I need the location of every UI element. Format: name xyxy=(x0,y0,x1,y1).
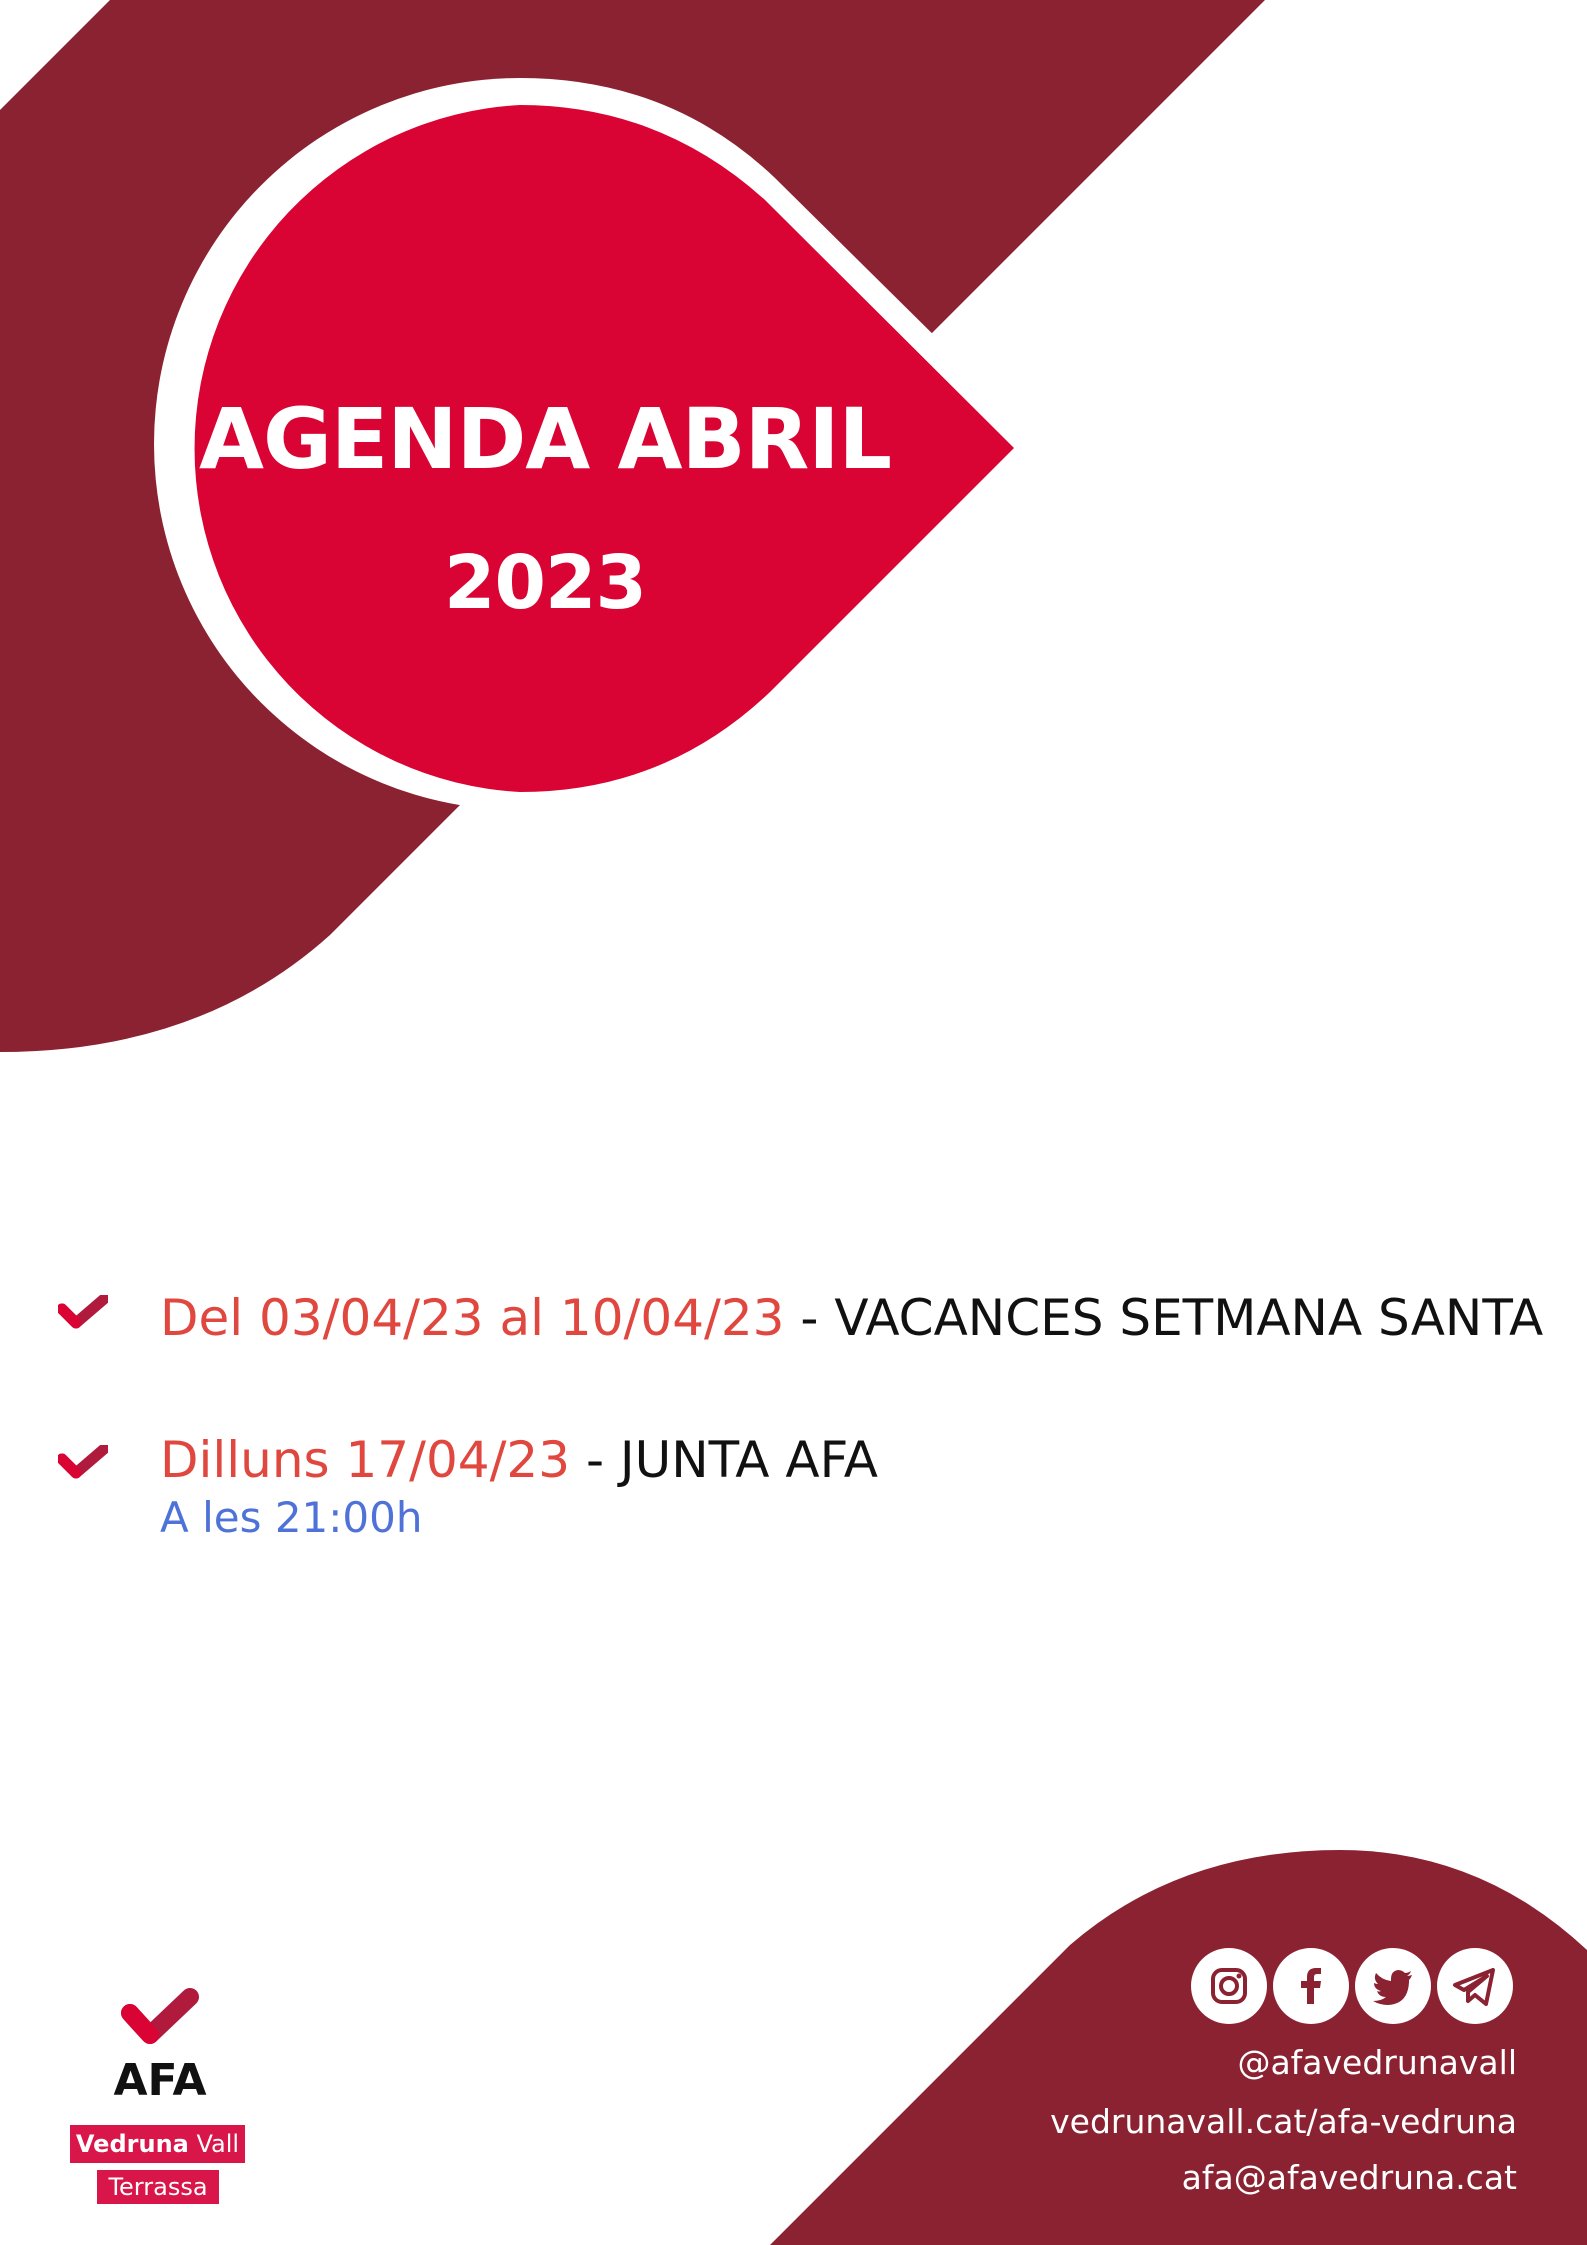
logo-school-name xyxy=(70,2125,245,2163)
event-separator: - xyxy=(570,1431,620,1489)
event-item xyxy=(160,1430,878,1546)
logo-heart-check-icon xyxy=(118,1985,202,2055)
afa-logo xyxy=(70,1985,250,2215)
event-date: Dilluns 17/04/23 xyxy=(160,1431,571,1489)
logo-name: AFA xyxy=(113,2055,207,2106)
check-icon xyxy=(58,1445,108,1481)
logo-line1-rest: Vall xyxy=(188,2130,240,2158)
check-icon xyxy=(58,1295,108,1331)
facebook-icon[interactable] xyxy=(1273,1948,1349,2024)
logo-city: Terrassa xyxy=(97,2170,219,2204)
event-date: Del 03/04/23 al 10/04/23 xyxy=(160,1289,785,1347)
event-time: A les 21:00h xyxy=(160,1493,423,1542)
event-item xyxy=(160,1288,1543,1348)
event-separator: - xyxy=(784,1289,835,1347)
twitter-icon[interactable] xyxy=(1355,1948,1431,2024)
logo-line1-bold: Vedruna xyxy=(75,2130,189,2158)
email-link[interactable]: afa@afavedruna.cat xyxy=(1181,2158,1517,2197)
event-title: JUNTA AFA xyxy=(619,1431,878,1489)
instagram-icon[interactable] xyxy=(1191,1948,1267,2024)
agenda-title: AGENDA ABRIL xyxy=(198,390,892,488)
telegram-icon[interactable] xyxy=(1437,1948,1513,2024)
agenda-year: 2023 xyxy=(444,540,646,626)
event-title: VACANCES SETMANA SANTA xyxy=(834,1289,1544,1347)
website-link[interactable]: vedrunavall.cat/afa-vedruna xyxy=(1050,2102,1517,2141)
social-handle[interactable]: @afavedrunavall xyxy=(1237,2043,1517,2082)
